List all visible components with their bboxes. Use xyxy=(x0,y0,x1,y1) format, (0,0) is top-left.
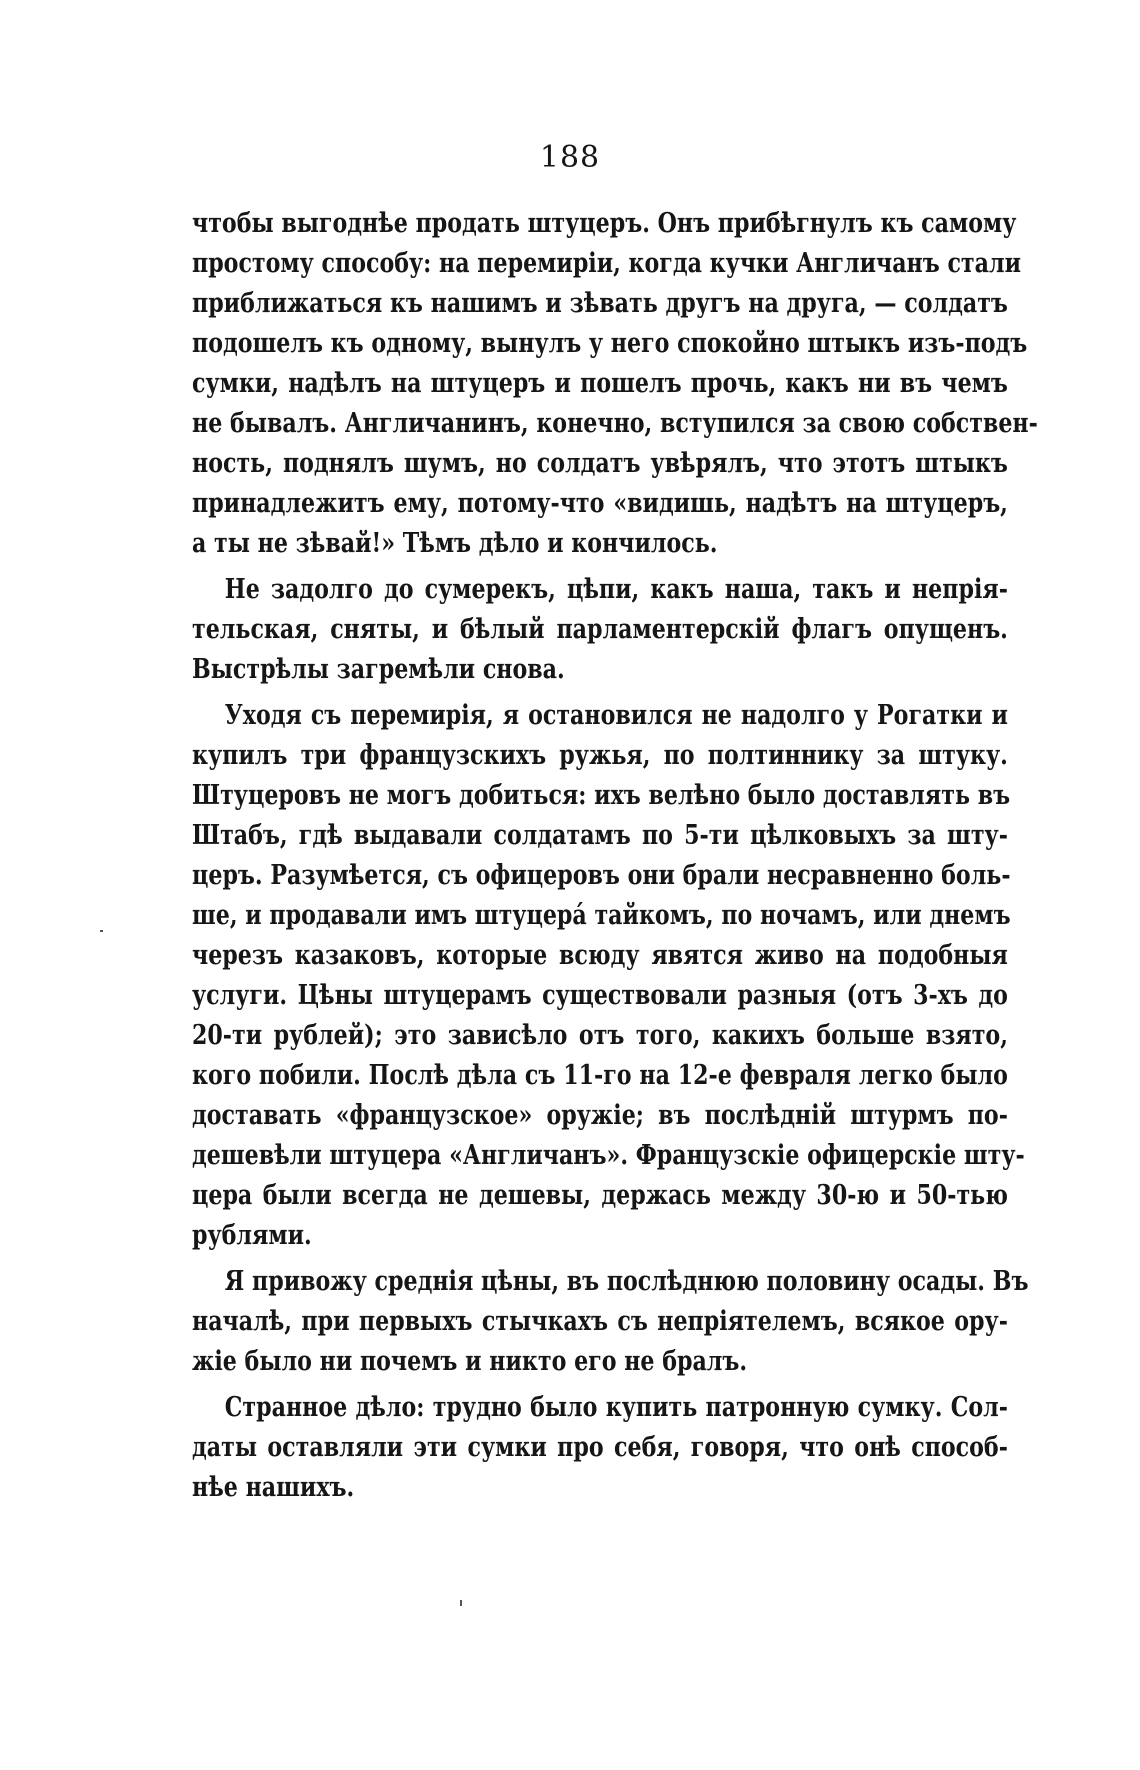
text-line: а ты не зѣвай!» Тѣмъ дѣло и кончилось. xyxy=(192,528,718,559)
text-line: принадлежитъ ему, потому-что «видишь, надѣтъ на штуцеръ, xyxy=(192,488,1008,519)
text-line: цера были всегда не дешевы, держась между 30-ю и 50-тью xyxy=(192,1180,1008,1211)
text-line: Я привожу среднія цѣны, въ послѣднюю половину осады. Въ xyxy=(224,1266,1029,1297)
text-line: тельская, сняты, и бѣлый парламентерскій флагъ опущенъ. xyxy=(192,614,1008,645)
text-line: дешевѣли штуцера «Англичанъ». Французскіе офицерскіе шту- xyxy=(192,1140,1025,1171)
page-number: 188 xyxy=(539,140,601,175)
text-line: рублями. xyxy=(192,1220,312,1251)
paragraph xyxy=(192,696,1025,1256)
text-line: купилъ три французскихъ ружья, по полтиннику за штуку. xyxy=(192,740,1008,771)
text-line: Странное дѣло: трудно было купить патронную сумку. Сол- xyxy=(224,1392,1008,1423)
text-line: ность, поднялъ шумъ, но солдатъ увѣрялъ, что этотъ штыкъ xyxy=(192,448,1008,479)
text-line: Уходя съ перемирія, я остановился не надолго у Рогатки и xyxy=(224,700,1008,731)
text-line: жіе было ни почемъ и никто его не бралъ. xyxy=(192,1346,748,1377)
text-line: ше, и продавали имъ штуцера́ тайкомъ, по ночамъ, или днемъ xyxy=(192,900,1011,931)
text-line: Штуцеровъ не могъ добиться: ихъ велѣно было доставлять въ xyxy=(192,780,1011,811)
scan-speck xyxy=(100,930,103,932)
scan-speck xyxy=(460,1600,462,1606)
body-text xyxy=(192,204,1038,1508)
text-line: Выстрѣлы загремѣли снова. xyxy=(192,654,565,685)
text-line: услуги. Цѣны штуцерамъ существовали разныя (отъ 3-хъ до xyxy=(192,980,1008,1011)
paragraph xyxy=(192,204,1038,564)
text-line: сумки, надѣлъ на штуцеръ и пошелъ прочь, какъ ни въ чемъ xyxy=(192,368,1008,399)
text-line: черезъ казаковъ, которые всюду явятся живо на подобныя xyxy=(192,940,1008,971)
text-line: кого побили. Послѣ дѣла съ 11-го на 12-е февраля легко было xyxy=(192,1060,1008,1091)
text-line: 20-ти рублей); это зависѣло отъ того, какихъ больше взято, xyxy=(192,1020,1008,1051)
text-line: простому способу: на перемиріи, когда кучки Англичанъ стали xyxy=(192,248,1022,279)
paragraph xyxy=(192,1388,1008,1508)
paragraph xyxy=(192,570,1008,690)
text-line: нѣе нашихъ. xyxy=(192,1472,355,1503)
text-line: доставать «французское» оружіе; въ послѣдній штурмъ по- xyxy=(192,1100,1008,1131)
text-line: началѣ, при первыхъ стычкахъ съ непріятелемъ, всякое ору- xyxy=(192,1306,1008,1337)
text-line: подошелъ къ одному, вынулъ у него спокойно штыкъ изъ-подъ xyxy=(192,328,1028,359)
text-line: приближаться къ нашимъ и зѣвать другъ на друга, — солдатъ xyxy=(192,288,1008,319)
text-line: церъ. Разумѣется, съ офицеровъ они брали несравненно боль- xyxy=(192,860,1011,891)
text-line: даты оставляли эти сумки про себя, говоря, что онѣ способ- xyxy=(192,1432,1008,1463)
text-line: Не задолго до сумерекъ, цѣпи, какъ наша, такъ и непрія- xyxy=(224,574,1008,605)
text-line: не бывалъ. Англичанинъ, конечно, вступился за свою собствен- xyxy=(192,408,1038,439)
text-line: чтобы выгоднѣе продать штуцеръ. Онъ прибѣгнулъ къ самому xyxy=(192,208,1017,239)
text-line: Штабъ, гдѣ выдавали солдатамъ по 5-ти цѣлковыхъ за шту- xyxy=(192,820,1008,851)
paragraph xyxy=(192,1262,1029,1382)
